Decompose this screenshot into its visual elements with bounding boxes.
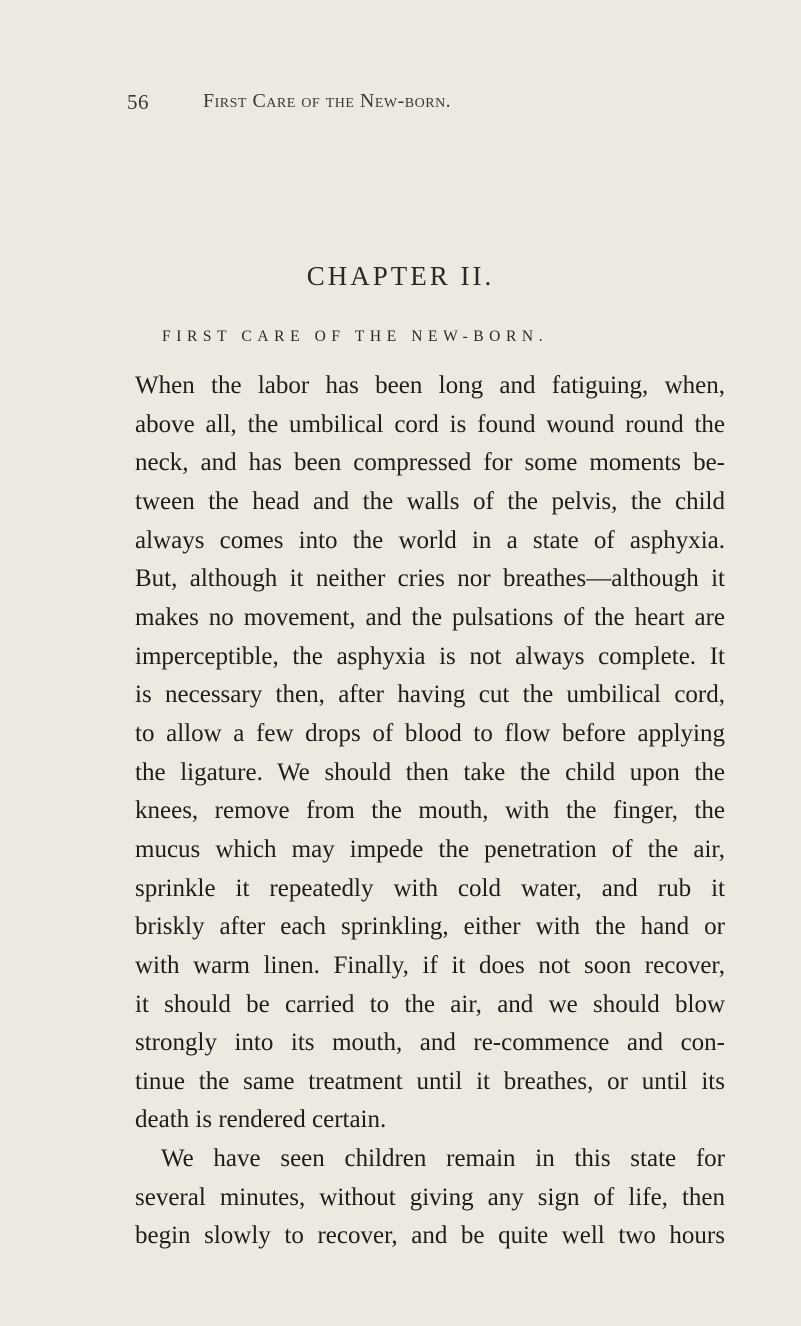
text-line: tinue the same treatment until it breathes, or until its bbox=[135, 1067, 725, 1095]
text-line: sprinkle it repeatedly with cold water, and rub it bbox=[135, 874, 725, 902]
text-line: above all, the umbilical cord is found wound round the bbox=[135, 410, 725, 438]
text-line: with warm linen. Finally, if it does not soon recover, bbox=[135, 951, 725, 979]
text-line: mucus which may impede the penetration of the air, bbox=[135, 835, 725, 863]
text-line: We have seen children remain in this state for bbox=[161, 1145, 725, 1173]
running-title: First Care of the New-born. bbox=[203, 90, 452, 112]
text-line: to allow a few drops of blood to flow before applying bbox=[135, 719, 725, 747]
text-line: tween the head and the walls of the pelvis, the child bbox=[135, 487, 725, 515]
text-line: it should be carried to the air, and we should blow bbox=[135, 990, 725, 1018]
chapter-subtitle: FIRST CARE OF THE NEW-BORN. bbox=[162, 328, 549, 345]
page-number: 56 bbox=[127, 90, 149, 114]
text-line: begin slowly to recover, and be quite well two hours bbox=[135, 1222, 725, 1250]
text-line: knees, remove from the mouth, with the finger, the bbox=[135, 797, 725, 825]
text-line: When the labor has been long and fatiguing, when, bbox=[135, 372, 725, 399]
text-line: always comes into the world in a state of asphyxia. bbox=[135, 526, 725, 554]
text-line: neck, and has been compressed for some moments be- bbox=[135, 449, 725, 477]
running-head bbox=[127, 88, 727, 118]
text-line: makes no movement, and the pulsations of the heart are bbox=[135, 603, 725, 631]
body-text bbox=[135, 367, 725, 1256]
text-line: death is rendered certain. bbox=[135, 1106, 387, 1134]
text-line: strongly into its mouth, and re-commence and con- bbox=[135, 1029, 725, 1057]
text-line: the ligature. We should then take the child upon the bbox=[135, 758, 725, 786]
chapter-title: CHAPTER II. bbox=[306, 261, 495, 291]
text-line: is necessary then, after having cut the umbilical cord, bbox=[135, 681, 725, 709]
text-line: But, although it neither cries nor breathes—although it bbox=[135, 565, 725, 593]
text-line: briskly after each sprinkling, either with the hand or bbox=[135, 913, 725, 941]
text-line: imperceptible, the asphyxia is not always complete. It bbox=[135, 642, 725, 670]
text-line: several minutes, without giving any sign of life, then bbox=[135, 1183, 725, 1211]
